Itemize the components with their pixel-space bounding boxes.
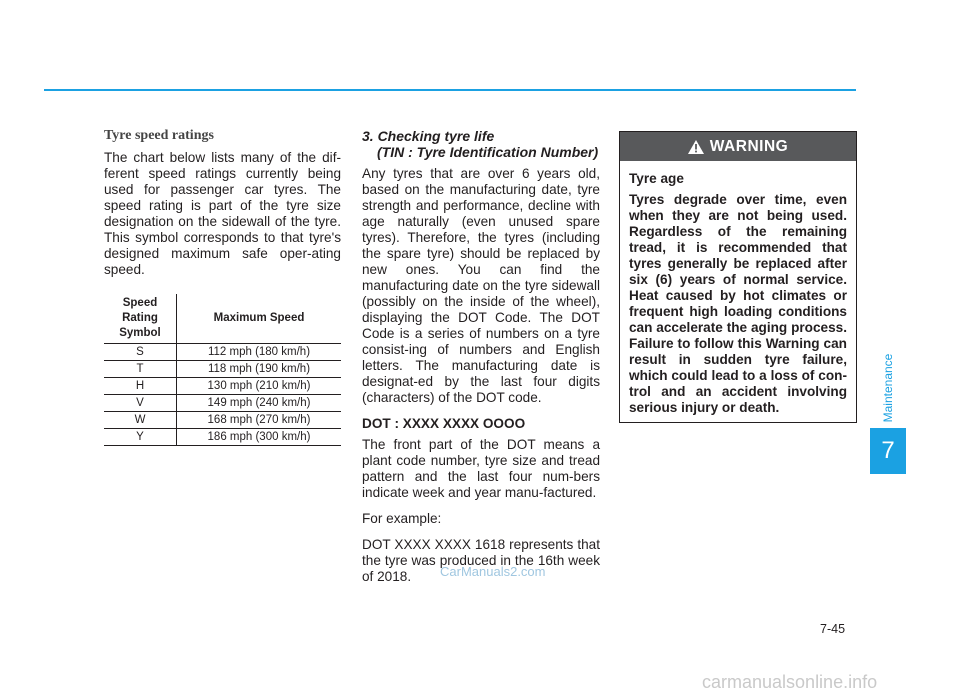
table-row (104, 395, 341, 412)
cell-max-speed: 130 mph (210 km/h) (177, 378, 342, 395)
inline-watermark: CarManuals2.com (440, 564, 546, 579)
example-label: For example: (362, 511, 442, 526)
cell-max-speed: 112 mph (180 km/h) (177, 344, 342, 361)
footer-watermark: carmanualsonline.info (702, 672, 878, 692)
warning-header (620, 132, 856, 161)
example-text: DOT XXXX XXXX 1618 represents that the tyre was produced in the 16th week of 2018. (362, 537, 600, 584)
warning-label: WARNING (709, 137, 789, 155)
header-speed-rating-symbol: Speed Rating Symbol (104, 294, 177, 344)
speed-rating-table (104, 294, 341, 446)
dot-code-format: DOT : XXXX XXXX OOOO (362, 416, 526, 431)
chapter-number: 7 (881, 437, 895, 464)
table-row (104, 412, 341, 429)
cell-max-speed: 168 mph (270 km/h) (177, 412, 342, 429)
warning-box (619, 131, 857, 423)
section-heading-tyre-life (362, 128, 600, 160)
cell-symbol: V (104, 395, 177, 412)
table-row (104, 378, 341, 395)
tyre-life-paragraph: Any tyres that are over 6 years old, based on the manufacturing date, tyre strength and performance, decline with age naturally (even unused spare tyres). Therefore, the tyres (including the spare tyre) should be replaced by new ones. You can find the manufacturing date on the tyre sidewall (possibly on the inside of the wheel), displaying the DOT Code. The DOT Code is a series of numbers on a tyre consist-ing of numbers and English letters. The manufacturing date is designat-ed by the last four digits (characters) of the DOT code. (362, 166, 600, 405)
cell-symbol: Y (104, 429, 177, 446)
section-heading-speed-ratings: Tyre speed ratings (104, 128, 214, 143)
section-label-text: Maintenance (881, 353, 895, 423)
table-row (104, 361, 341, 378)
table-header-row (104, 294, 341, 344)
column-speed-ratings (104, 128, 341, 446)
section-side-label (876, 348, 900, 428)
table-row (104, 344, 341, 361)
cell-max-speed: 149 mph (240 km/h) (177, 395, 342, 412)
cell-symbol: H (104, 378, 177, 395)
heading-line-1: 3. Checking tyre life (362, 128, 495, 144)
cell-symbol: T (104, 361, 177, 378)
top-rule (44, 89, 856, 91)
header-maximum-speed: Maximum Speed (177, 294, 342, 344)
cell-symbol: W (104, 412, 177, 429)
chapter-tab (870, 428, 906, 474)
column-tyre-life (362, 128, 600, 595)
heading-line-2: (TIN : Tyre Identification Number) (377, 144, 599, 160)
speed-ratings-paragraph: The chart below lists many of the dif-ferent speed ratings currently being used for passenger car tyres. The speed rating is part of the tyre size designation on the sidewall of the tyre. This symbol corresponds to that tyre's designed maximum safe oper-ating speed. (104, 150, 341, 277)
dot-explanation-paragraph: The front part of the DOT means a plant code number, tyre size and tread pattern and the last four num-bers indicate week and year manu-factured. (362, 437, 600, 500)
warning-triangle-icon (688, 140, 704, 154)
cell-max-speed: 118 mph (190 km/h) (177, 361, 342, 378)
cell-max-speed: 186 mph (300 km/h) (177, 429, 342, 446)
warning-text: Tyres degrade over time, even when they are not being used. Regardless of the remaining tread, it is recommended that tyres generally be replaced after six (6) years of normal service. Heat caused by hot climates or frequent high loading conditions can accelerate the aging process. Failure to follow this Warning can result in sudden tyre failure, which could lead to a loss of con-trol and an accident involving serious injury or death. (629, 192, 847, 415)
page-number: 7-45 (820, 622, 846, 636)
warning-title: Tyre age (629, 171, 684, 186)
cell-symbol: S (104, 344, 177, 361)
table-row (104, 429, 341, 446)
